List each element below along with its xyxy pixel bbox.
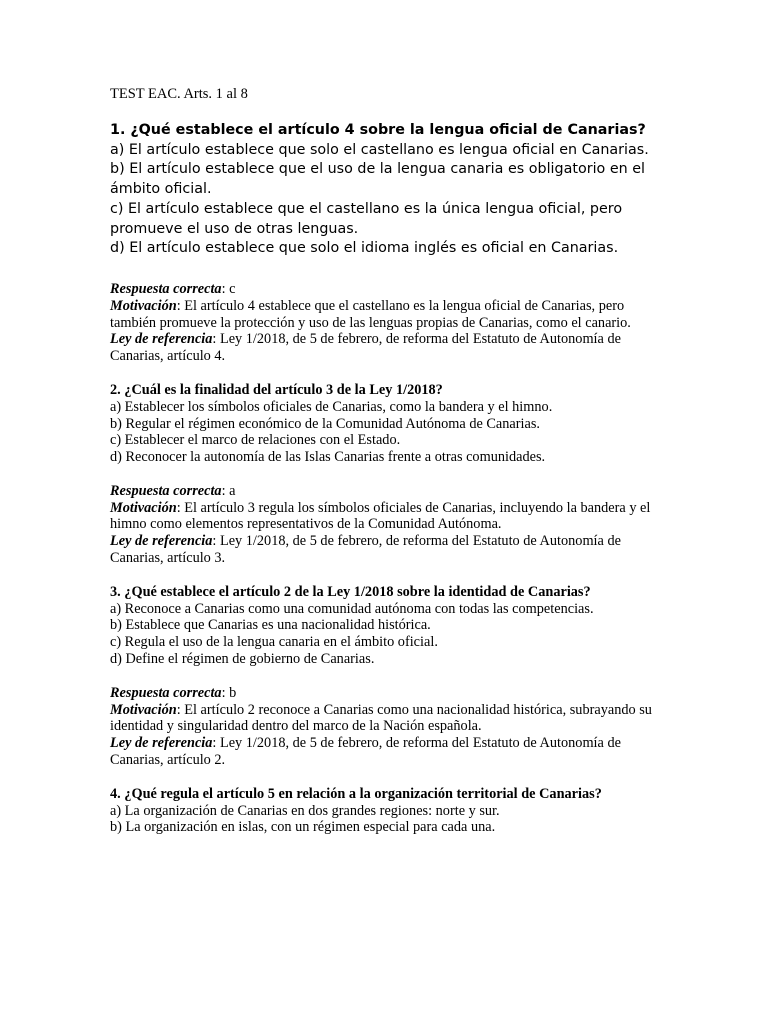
answer-value: b — [229, 684, 237, 701]
answer-row — [110, 281, 658, 298]
label-separator: : — [176, 297, 185, 314]
motivation-label: Motivación — [110, 701, 177, 718]
label-separator: : — [212, 735, 220, 752]
question-1-option-b: b) El artículo establece que el uso de la lengua canaria es obligatorio en el ámbito oficial. — [110, 161, 646, 198]
reference-label: Ley de referencia — [110, 533, 213, 550]
answer-row — [110, 685, 658, 702]
label-separator: : — [176, 499, 185, 516]
reference-row — [110, 735, 658, 769]
label-separator: : — [221, 684, 230, 701]
question-3-option-c: c) Regula el uso de la lengua canaria en el ámbito oficial. — [110, 634, 438, 651]
question-1-option-c: c) El artículo establece que el castellano es la única lengua oficial, pero promueve el uso de otras lenguas. — [110, 200, 623, 237]
question-3-option-b: b) Establece que Canarias es una nacionalidad histórica. — [110, 617, 431, 634]
question-4 — [110, 786, 658, 836]
question-3 — [110, 584, 658, 668]
question-4-option-a: a) La organización de Canarias en dos grandes regiones: norte y sur. — [110, 802, 500, 819]
question-2 — [110, 382, 658, 466]
question-1 — [110, 121, 658, 259]
motivation-row — [110, 500, 658, 534]
answer-label: Respuesta correcta — [110, 684, 222, 701]
question-3-option-a: a) Reconoce a Canarias como una comunidad autónoma con todas las competencias. — [110, 600, 594, 617]
motivation-label: Motivación — [110, 297, 177, 314]
question-2-option-a: a) Establecer los símbolos oficiales de Canarias, como la bandera y el himno. — [110, 398, 553, 415]
question-4-option-b: b) La organización en islas, con un régimen especial para cada una. — [110, 819, 496, 836]
label-separator: : — [212, 331, 220, 348]
question-3-answer-block — [110, 685, 658, 769]
question-3-option-d: d) Define el régimen de gobierno de Canarias. — [110, 651, 375, 668]
motivation-text: El artículo 2 reconoce a Canarias como una nacionalidad histórica, subrayando su identidad y singularidad dentro del marco de la Nación española. — [110, 701, 652, 735]
question-2-option-b: b) Regular el régimen económico de la Comunidad Autónoma de Canarias. — [110, 415, 540, 432]
question-4-title: 4. ¿Qué regula el artículo 5 en relación a la organización territorial de Canarias? — [110, 785, 602, 802]
label-separator: : — [176, 701, 185, 718]
question-2-answer-block — [110, 483, 658, 567]
reference-row — [110, 331, 658, 365]
question-2-option-c: c) Establecer el marco de relaciones con el Estado. — [110, 432, 401, 449]
reference-label: Ley de referencia — [110, 735, 213, 752]
label-separator: : — [221, 482, 230, 499]
reference-text: Ley 1/2018, de 5 de febrero, de reforma del Estatuto de Autonomía de Canarias, artículo 2. — [110, 735, 621, 769]
answer-value: c — [229, 280, 236, 297]
answer-row — [110, 483, 658, 500]
label-separator: : — [221, 280, 230, 297]
answer-label: Respuesta correcta — [110, 482, 222, 499]
question-1-title: 1. ¿Qué establece el artículo 4 sobre la lengua oficial de Canarias? — [110, 122, 646, 138]
reference-row — [110, 533, 658, 567]
motivation-label: Motivación — [110, 499, 177, 516]
question-1-answer-block — [110, 281, 658, 365]
question-2-title: 2. ¿Cuál es la finalidad del artículo 3 de la Ley 1/2018? — [110, 381, 443, 398]
answer-label: Respuesta correcta — [110, 280, 222, 297]
question-2-option-d: d) Reconocer la autonomía de las Islas Canarias frente a otras comunidades. — [110, 449, 546, 466]
document-content — [110, 84, 658, 853]
document-title: TEST EAC. Arts. 1 al 8 — [110, 86, 248, 102]
question-1-option-d: d) El artículo establece que solo el idioma inglés es oficial en Canarias. — [110, 240, 619, 257]
question-1-option-a: a) El artículo establece que solo el castellano es lengua oficial en Canarias. — [110, 141, 649, 158]
motivation-row — [110, 298, 658, 332]
question-3-title: 3. ¿Qué establece el artículo 2 de la Ley 1/2018 sobre la identidad de Canarias? — [110, 583, 591, 600]
motivation-row — [110, 702, 658, 736]
motivation-text: El artículo 3 regula los símbolos oficiales de Canarias, incluyendo la bandera y el himno como elementos representativos de la Comunidad Autónoma. — [110, 499, 651, 533]
motivation-text: El artículo 4 establece que el castellano es la lengua oficial de Canarias, pero también promueve la protección y uso de las lenguas propias de Canarias, como el canario. — [110, 297, 631, 331]
reference-text: Ley 1/2018, de 5 de febrero, de reforma del Estatuto de Autonomía de Canarias, artículo 3. — [110, 533, 621, 567]
answer-value: a — [229, 482, 236, 499]
reference-text: Ley 1/2018, de 5 de febrero, de reforma del Estatuto de Autonomía de Canarias, artículo 4. — [110, 331, 621, 365]
label-separator: : — [212, 533, 220, 550]
reference-label: Ley de referencia — [110, 331, 213, 348]
